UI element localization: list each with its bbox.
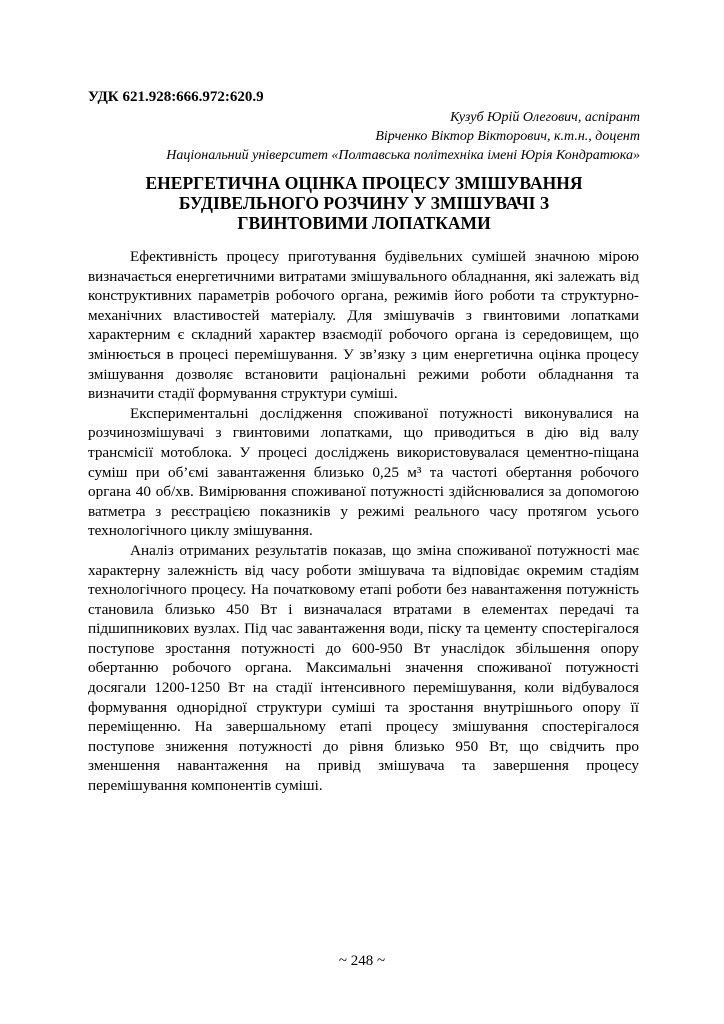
body-paragraph-2: Експериментальні дослідження споживаної потужності виконувалися на розчинозмішувачі з гвинтовими лопатками, що приводиться в дію від валу трансмісії мотоблока. У процесі досліджень використовувалася цементно-піщана суміш при об’ємі завантаження близько 0,25 м³ та частоті обертання робочого органа 40 об/хв. Вимірювання споживаної потужності здійснювалися за допомогою ватметра з реєстрацією показників у режимі реального часу протягом усього технологічного циклу змішування. <box>88 404 639 540</box>
page-number: ~ 248 ~ <box>338 953 386 969</box>
author-2: Вірченко Віктор Вікторович, к.т.н., доцент <box>375 129 640 144</box>
title-line-2: БУДІВЕЛЬНОГО РОЗЧИНУ У ЗМІШУВАЧІ З <box>178 193 550 213</box>
udk-code: УДК 621.928:666.972:620.9 <box>88 89 264 105</box>
affiliation: Національний університет «Полтавська політехніка імені Юрія Кондратюка» <box>166 148 640 163</box>
article-body <box>88 247 639 796</box>
title-line-3: ГВИНТОВИМИ ЛОПАТКАМИ <box>237 213 491 233</box>
author-block <box>80 108 640 165</box>
article-title <box>88 173 640 233</box>
title-line-1: ЕНЕРГЕТИЧНА ОЦІНКА ПРОЦЕСУ ЗМІШУВАННЯ <box>145 173 583 193</box>
body-paragraph-3: Аналіз отриманих результатів показав, що зміна споживаної потужності має характерну залежність від часу роботи змішувача та відповідає окремим стадіям технологічного процесу. На початковому етапі роботи без навантаження потужність становила близько 450 Вт і визначалася втратами в елементах передачі та підшипникових вузлах. Під час завантаження води, піску та цементу спостерігалося поступове зростання потужності до 600-950 Вт унаслідок збільшення опору обертанню робочого органа. Максимальні значення споживаної потужності досягали 1200-1250 Вт на стадії інтенсивного перемішування, коли відбувалося формування однорідної структури суміші та зростання внутрішнього опору її переміщенню. На завершальному етапі процесу змішування спостерігалося поступове зниження потужності до рівня близько 950 Вт, що свідчить про зменшення навантаження на привід змішувача та завершення процесу перемішування компонентів суміші. <box>88 541 639 795</box>
body-paragraph-1: Ефективність процесу приготування будівельних сумішей значною мірою визначається енергетичними витратами змішувального обладнання, які залежать від конструктивних параметрів робочого органа, режимів його роботи та структурно-механічних властивостей матеріалу. Для змішувачів з гвинтовими лопатками характерним є складний характер взаємодії робочого органа із середовищем, що змінюється в процесі перемішування. У зв’язку з цим енергетична оцінка процесу змішування дозволяє встановити раціональні режими роботи обладнання та визначити стадії формування структури суміші. <box>88 248 639 403</box>
author-1: Кузуб Юрій Олегович, аспірант <box>450 110 640 125</box>
